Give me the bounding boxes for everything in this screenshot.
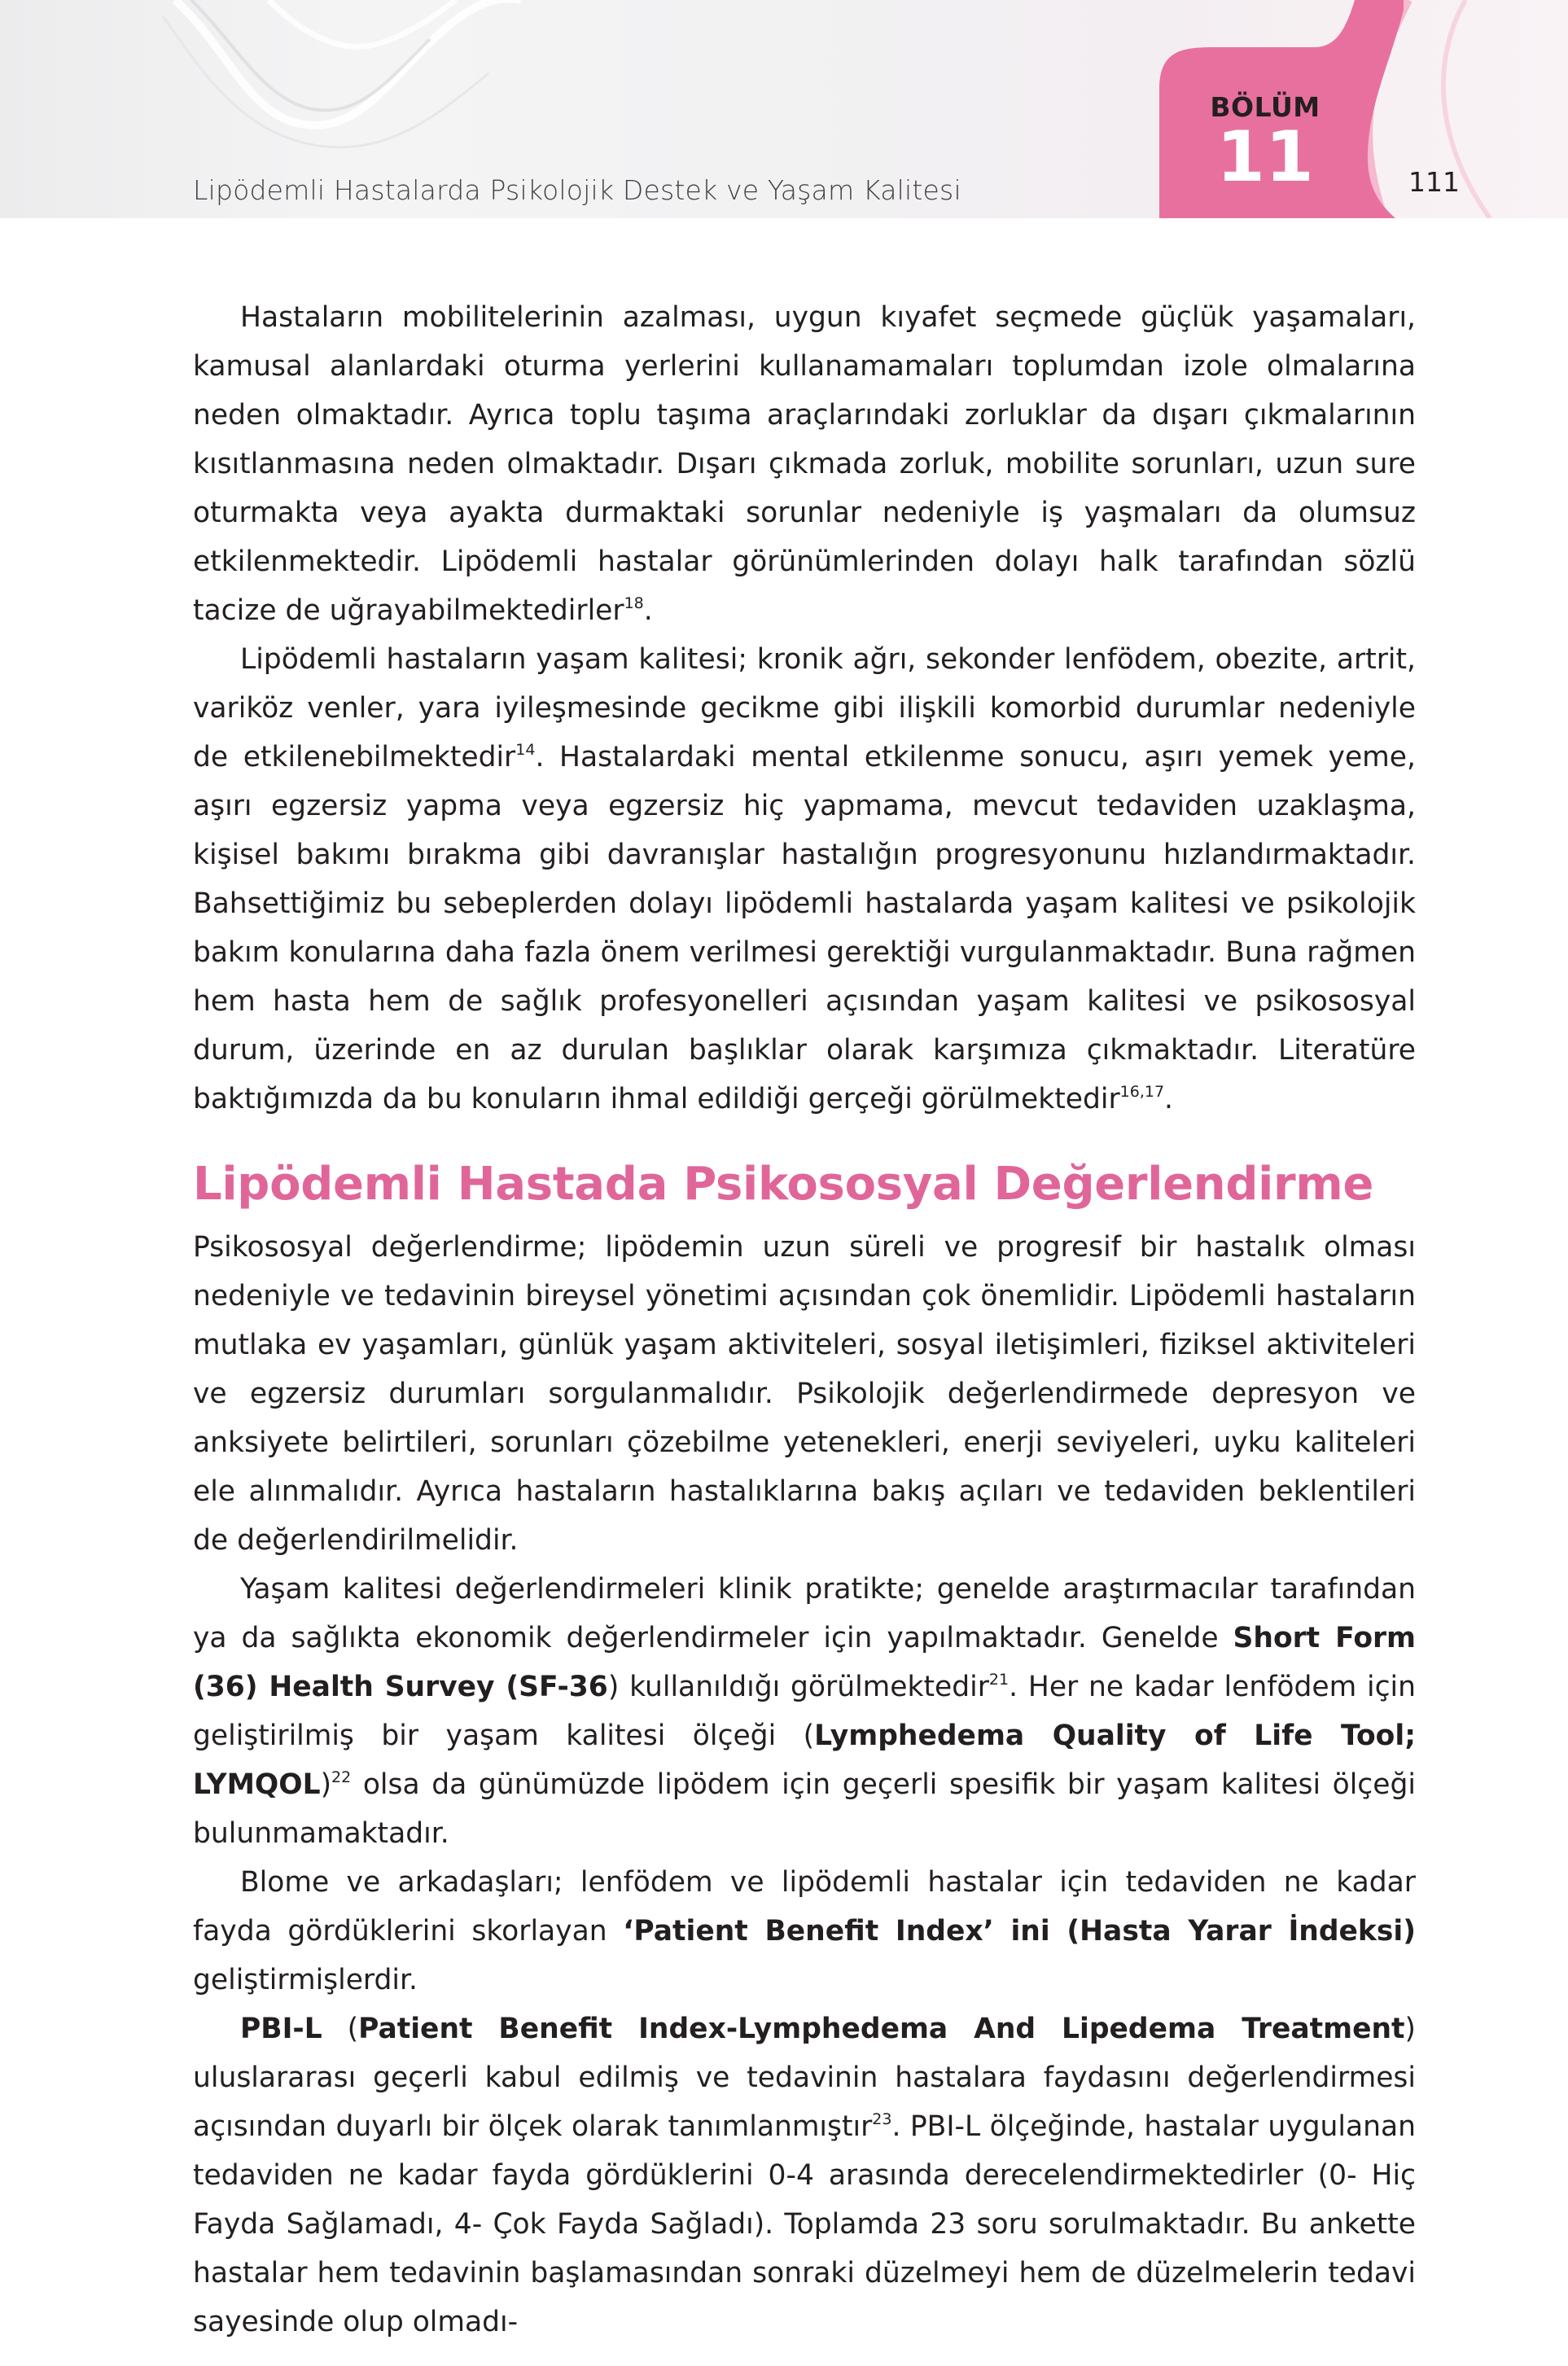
text-run: Psikososyal değerlendirme; lipödemin uzun süreli ve progresif bir hastalık olması nedeniyle ve tedavinin bireysel yönetimi açısından çok önemlidir. Lipödemli hastaların mutlaka ev yaşamları, günlük yaşam aktiviteleri, sosyal iletişimleri, fiziksel aktiviteleri ve egzersiz durumları sorgulanmalıdır. Psikolojik değerlendirmede depresyon ve anksiyete belirtileri, sorunları çözebilme yetenekleri, enerji seviyeleri, uyku kaliteleri ele alınmalıdır. Ayrıca hastaların hastalıklarına bakış açıları ve tedaviden beklentileri de değerlendirilmelidir. xyxy=(193,1231,1416,1557)
running-title: Lipödemli Hastalarda Psikolojik Destek ve Yaşam Kalitesi xyxy=(193,174,961,206)
page-number: 111 xyxy=(1408,166,1460,198)
body-paragraph xyxy=(193,1565,1416,1858)
text-run: geliştirmişlerdir. xyxy=(193,1964,418,1996)
body-paragraph xyxy=(193,635,1416,1124)
text-run: . xyxy=(643,594,653,627)
body-paragraph xyxy=(193,1858,1416,2005)
text-run: ( xyxy=(322,2013,359,2045)
citation-superscript: 14 xyxy=(515,741,536,759)
body-text-after-heading xyxy=(193,1223,1416,2346)
citation-superscript: 16,17 xyxy=(1119,1083,1165,1101)
text-run: ) uluslararası geçerli kabul edilmiş ve tedavinin hastalara faydasını değerlendirmesi açısından duyarlı bir ölçek olarak tanımlanmıştır xyxy=(193,2013,1416,2143)
main-content xyxy=(193,293,1416,2346)
section-heading: Lipödemli Hastada Psikososyal Değerlendirme xyxy=(193,1158,1374,1211)
text-run: . Her ne kadar lenfödem için geliştirilmiş bir yaşam kalitesi ölçeği ( xyxy=(193,1671,1416,1752)
text-run: Hastaların mobilitelerinin azalması, uygun kıyafet seçmede güçlük yaşamaları, kamusal alanlardaki oturma yerlerini kullanamamaları toplumdan izole olmalarına neden olmaktadır. Ayrıca toplu taşıma araçlarındaki zorluklar da dışarı çıkmalarının kısıtlanmasına neden olmaktadır. Dışarı çıkmada zorluk, mobilite sorunları, uzun sure oturmakta veya ayakta durmaktaki sorunlar nedeniyle iş yaşmaları da olumsuz etkilenmektedir. Lipödemli hastalar görünümlerinden dolayı halk tarafından sözlü tacize de uğrayabilmektedirler xyxy=(193,301,1416,627)
text-run: Blome ve arkadaşları; lenfödem ve lipödemli hastalar için tedaviden ne kadar fayda gördüklerini skorlayan xyxy=(193,1866,1416,1948)
bold-term: ‘Patient Benefit Index’ ini (Hasta Yarar İndeksi) xyxy=(623,1915,1417,1948)
text-run: . Hastalardaki mental etkilenme sonucu, aşırı yemek yeme, aşırı egzersiz yapma veya egzersiz hiç yapmama, mevcut tedaviden uzaklaşma, kişisel bakımı bırakma gibi davranışlar hastalığın progresyonunu hızlandırmaktadır. Bahsettiğimiz bu sebeplerden dolayı lipödemli hastalarda yaşam kalitesi ve psikolojik bakım konularına daha fazla önem verilmesi gerektiği vurgulanmaktadır. Buna rağmen hem hasta hem de sağlık profesyonelleri açısından yaşam kalitesi ve psikososyal durum, üzerinde en az durulan başlıklar olarak karşımıza çıkmaktadır. Literatüre baktığımızda da bu konuların ihmal edildiği gerçeği görülmektedir xyxy=(193,741,1416,1115)
chapter-label: BÖLÜM xyxy=(1210,91,1321,123)
bold-term: Short Form (36) Health Survey (SF-36 xyxy=(193,1622,1416,1703)
body-paragraph xyxy=(193,293,1416,635)
text-run: ) xyxy=(320,1768,332,1801)
body-paragraph xyxy=(193,2005,1416,2346)
text-run: Yaşam kalitesi değerlendirmeleri klinik pratikte; genelde araştırmacılar tarafından ya da sağlıkta ekonomik değerlendirmeler için yapılmaktadır. Genelde xyxy=(193,1573,1416,1654)
citation-superscript: 18 xyxy=(624,594,644,612)
bold-term: Lymphedema Quality of Life Tool; LYMQOL xyxy=(193,1720,1416,1801)
text-run: . xyxy=(1164,1083,1174,1115)
page-header xyxy=(0,0,1568,218)
body-text-before-heading xyxy=(193,293,1416,1124)
chapter-number: 11 xyxy=(1216,116,1314,198)
chapter-tab xyxy=(1159,0,1404,218)
text-run: ) kullanıldığı görülmektedir xyxy=(607,1671,989,1703)
body-paragraph xyxy=(193,1223,1416,1565)
text-run: . PBI-L ölçeğinde, hastalar uygulanan tedaviden ne kadar fayda gördüklerini 0-4 arasında derecelendirmektedirler (0- Hiç Fayda Sağlamadı, 4- Çok Fayda Sağladı). Toplamda 23 soru sorulmaktadır. Bu ankette hastalar hem tedavinin başlamasından sonraki düzelmeyi hem de düzelmelerin tedavi sayesinde olup olmadı- xyxy=(193,2110,1417,2338)
citation-superscript: 23 xyxy=(872,2110,892,2128)
text-run: Lipödemli hastaların yaşam kalitesi; kronik ağrı, sekonder lenfödem, obezite, artrit, variköz venler, yara iyileşmesinde gecikme gibi ilişkili komorbid durumlar nedeniyle de etkilenebilmektedir xyxy=(193,643,1416,773)
citation-superscript: 22 xyxy=(331,1768,352,1786)
bold-term: PBI-L xyxy=(240,2013,322,2045)
bold-term: Patient Benefit Index-Lymphedema And Lipedema Treatment xyxy=(358,2013,1405,2045)
text-run: olsa da günümüzde lipödem için geçerli spesifik bir yaşam kalitesi ölçeği bulunmamaktadır. xyxy=(193,1768,1416,1850)
citation-superscript: 21 xyxy=(988,1671,1010,1689)
